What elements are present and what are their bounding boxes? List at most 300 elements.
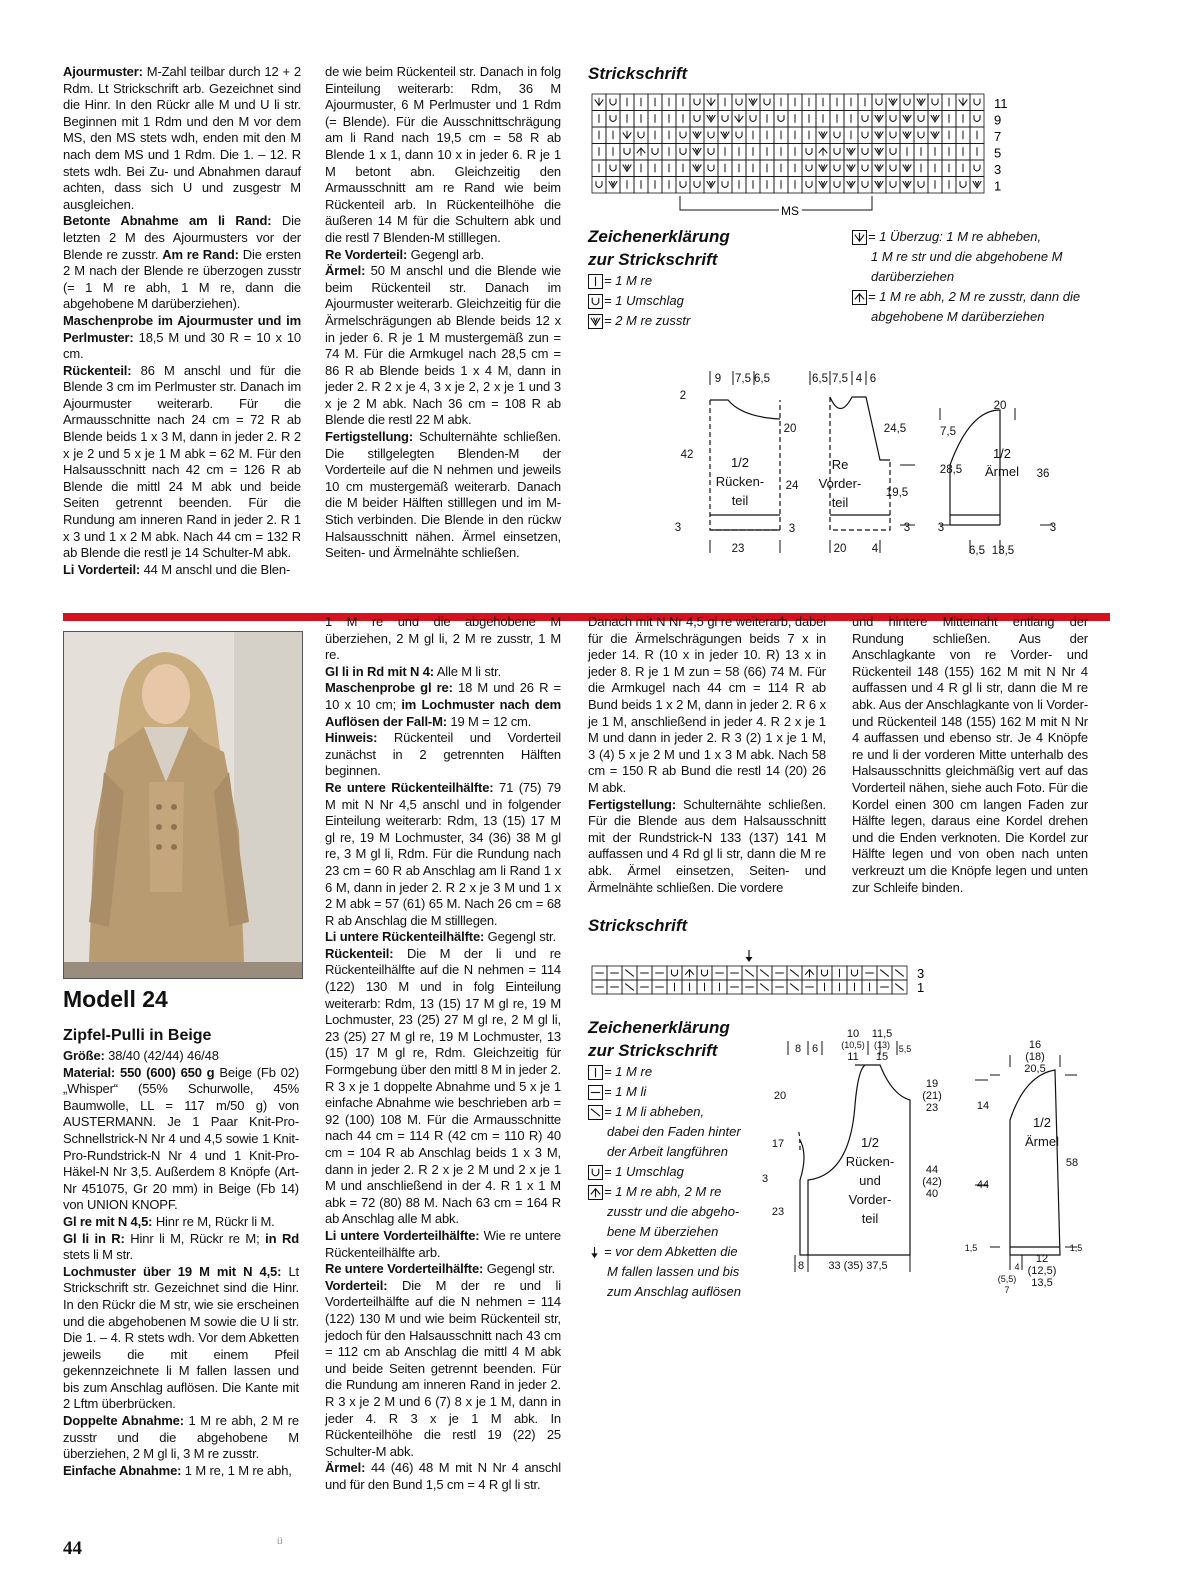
chart-cell [690, 94, 704, 111]
yarn-over-icon [806, 181, 812, 187]
dim: 17 [771, 1138, 785, 1150]
paragraph [63, 313, 301, 363]
paragraph [325, 1460, 561, 1493]
paragraph-heading: Fertigstellung: [325, 429, 414, 445]
legend-text: = vor dem Abketten die [604, 1244, 738, 1259]
chart-row-number: 5 [994, 145, 1002, 161]
legend-text: darüberziehen [871, 269, 955, 284]
dim: 6,5 [812, 373, 828, 385]
paragraph-text: 19 M = 12 cm. [446, 713, 532, 729]
chart-row-number: 3 [917, 966, 925, 981]
repeat-bracket [680, 196, 872, 210]
chart-cell [858, 177, 872, 194]
knitting-chart-top [590, 92, 1035, 217]
dim: 7,5 [940, 426, 956, 438]
paragraph-text: Danach mit N Nr 4,5 gl re weiterarb, dabei für die Ärmelschrägungen beids 7 x in jeder 14. R (10 x in jeder 10. R) 13 x in jeder 8. R je 1 M zun = 58 (66) 74 M. Für die Armkugel nach 44 cm = 114 R ab Bund beids 1 x 2 M, dann in jeder 2. R 6 x je 1 M, anschließend in jeder 4. R 2 x je 1 M und dann in jeder 2. R 3 (2) 1 x je 1 M, 3 (4) 5 x je 2 M und 1 x 3 M abk. Nach 58 cm = 150 R ab Bund die restl 14 (20) 26 M abk. [588, 614, 826, 795]
yarn-over-icon [736, 132, 742, 138]
dim: 10 [846, 1028, 860, 1040]
k2tog-icon [903, 165, 912, 172]
legend-item [588, 1162, 768, 1182]
slip-icon [760, 984, 769, 991]
chart-cell [802, 177, 816, 194]
dim: 7,5 [832, 373, 848, 385]
k2tog-icon [609, 181, 618, 188]
paragraph-heading: Lochmuster über 19 M mit N 4,5: [63, 1263, 282, 1279]
paragraph-heading: Am re Rand: [162, 246, 239, 262]
dim: 6,5 [969, 545, 985, 557]
yarn-over-icon [834, 148, 840, 154]
chart-cell [858, 127, 872, 144]
yarn-over-icon [638, 132, 644, 138]
chart-cell [970, 94, 984, 111]
cdd-icon [637, 148, 646, 156]
schema-front-label: Vorder- [818, 476, 862, 491]
chart-row-number: 3 [994, 162, 1002, 177]
schema-body-label: 1/2 [860, 1135, 880, 1150]
yarn-over-icon [834, 181, 840, 187]
dim: 44 [976, 1179, 990, 1191]
legend-text: = 1 Umschlag [604, 293, 684, 308]
paragraph-text: 71 (75) 79 M mit N Nr 4,5 anschl und in folgender Einteilung weiterarb: Rdm, 13 (15) 17 M gl re, 19 M Lochmuster, 34 (36) 38 M gl re, 3 M gl li, Rdm. Für die Rundung nach 23 cm = 60 R ab Anschlag am li Rand 1 x 6 M, dann in jeder 2. R 2 x je 3 M und 1 x 2 M abk = 57 (61) 65 M. Nach 26 cm = 68 R ab Anschlag die M stilllegen. [325, 779, 561, 928]
k2tog-icon [721, 132, 730, 139]
dim: (10,5) [841, 1040, 865, 1050]
text-column-4-bottom [852, 614, 1088, 896]
slip-icon [895, 984, 904, 991]
yarn-over-icon [862, 148, 868, 154]
legend-top [588, 225, 838, 331]
schema-sleeve-label: Ärmel [1025, 1134, 1059, 1149]
schema-body-label: Rücken- [845, 1154, 895, 1169]
dim: (13) [873, 1040, 891, 1050]
dim: 19,5 [885, 487, 909, 499]
yarn-over-icon [876, 99, 882, 105]
dim: 13,5 [1031, 1277, 1053, 1289]
k2tog-icon [749, 99, 758, 106]
paragraph [325, 64, 561, 247]
yarn-over-icon [778, 115, 784, 121]
legend-text: = 1 M re abh, 2 M re [604, 1184, 722, 1199]
chart-cell [732, 94, 746, 111]
yarn-over-icon [694, 99, 700, 105]
yarn-over-icon [862, 165, 868, 171]
dim: 20 [773, 1090, 787, 1102]
paragraph [325, 664, 561, 681]
paragraph-heading: Rückenteil: [325, 945, 394, 961]
text-column-2-bottom [325, 614, 561, 1493]
paragraph-text: Die M der li und re Rückenteilhälfte auf die N nehmen = 114 (122) 130 M und in folg Einteilung weiterarb: Rdm, 13 (15) 17 M gl re, 19 M Lochmuster, 23 (25) 27 M gl re, 2 M gl li, 23 (25) 27 M gl re, 19 M Lochmuster, 13 (15) 17 M gl re, Rdm. Gleichzeitig für Formgebung über den mittl 8 M in jeder 2. R 3 x je 1 doppelte Abnahme und 5 x je 1 einfache Abnahme wie beschrieben arb = 92 (100) 108 M. Für die Armausschnitte nach 44 cm = 114 R (42 cm = 110 R) 40 cm = 104 R ab Anschlag beids 1 x 3 M, dann in jeder 2. R 2 x je 2 M und 2 x je 1 M und anschließend in der 4. R 1 x 1 M abk = 72 (80) 88 M. Nach 63 cm = 164 R ab Anschlag alle M abk. [325, 945, 561, 1227]
chart-cell [704, 144, 718, 161]
chart-cell [620, 144, 634, 161]
k2tog-icon [819, 165, 828, 172]
chart-cell [704, 160, 718, 177]
yarn-over-icon [918, 181, 924, 187]
dim: 7,5 [735, 373, 751, 385]
yarn-over-icon [890, 181, 896, 187]
legend-item [588, 1082, 768, 1102]
legend-top-title-1: Zeichenerklärung [588, 227, 730, 246]
k2tog-icon [623, 165, 632, 172]
yarn-over-icon [890, 115, 896, 121]
paragraph-text: 44 (46) 48 M mit N Nr 4 anschl und für den Bund 1,5 cm = 4 R gl li str. [325, 1460, 561, 1492]
k2tog-icon [693, 148, 702, 155]
dim: 24 [785, 480, 799, 492]
dim: 40 [925, 1188, 939, 1200]
dim: 12 [1035, 1253, 1049, 1265]
k2tog-icon [819, 132, 828, 139]
text-column-2-top [325, 64, 561, 562]
legend-text: = 2 M re zusstr [604, 313, 691, 328]
yarn-over-icon [680, 181, 686, 187]
legend-text: = 1 M li [604, 1084, 647, 1099]
yarn-over-icon [918, 115, 924, 121]
chart-cell [900, 94, 914, 111]
chart-cell [676, 127, 690, 144]
k2tog-icon [819, 181, 828, 188]
yarn-over-icon [862, 115, 868, 121]
paragraph-text: Beige (Fb 02) „Whisper“ (55% Schurwolle, 45% Baumwolle, LL = 117 m/50 g) von AUSTERMANN. Je 1 Paar Knit-Pro-Schnellstrick-N Nr 4 und 4,5 sowie 1 Knit-Pro-Rundstrick-N Nr 4 und 1 Knit-Pro-Häkel-N Nr 3,5. Außerdem 8 Knöpfe (Art-Nr 451075, Gr 20 mm) in Beige (Fb 14) von UNION KNOPF. [63, 1064, 299, 1213]
chart-row-number: 1 [994, 178, 1002, 194]
k2tog-icon [588, 314, 603, 329]
dim: 4 [1014, 1262, 1020, 1272]
yarn-over-icon [862, 132, 868, 138]
k2tog-icon [847, 148, 856, 155]
paragraph-text: Gegengl str. [484, 929, 556, 945]
paragraph-heading: Gl li in Rd mit N 4: [325, 663, 434, 679]
cdd-icon [588, 1185, 603, 1200]
dim: 13,5 [991, 545, 1015, 557]
dim: 8 [794, 1043, 802, 1055]
knitting-chart-bottom [590, 946, 940, 1000]
k2tog-icon [875, 181, 884, 188]
paragraph-text: 38/40 (42/44) 46/48 [104, 1048, 219, 1063]
paragraph [63, 1231, 299, 1264]
legend-item [588, 1242, 768, 1302]
paragraph-text: Hinr re M, Rückr li M. [152, 1213, 275, 1229]
paragraph-text: Die M der re und li Vorderteilhälfte auf die N nehmen = 114 (122) 130 M und wie beim Rückenteil str, jedoch für den Halsausschnitt nach 43 cm = 112 cm ab Anschlag die mittl 4 M abk und beide Seiten getrennt beenden. Für die Rundung am inneren Rand in jeder 2. R 3 x je 2 M und 6 (7) 8 x je 1 M, dann in jeder 4. R 3 x je 1 M abk. In Rückenteilhöhe die restl 19 (22) 25 Schulter-M abk. [325, 1277, 561, 1459]
legend-text: = 1 M re abh, 2 M re zusstr, dann die [868, 289, 1081, 304]
legend-text: = 1 M re [604, 1064, 653, 1079]
paragraph-text: Gegengl arb. [407, 246, 485, 262]
slip-icon [760, 970, 769, 977]
chart-title-bottom: Strickschrift [588, 916, 688, 935]
k2tog-icon [903, 115, 912, 122]
paragraph-heading: Ajourmuster: [63, 64, 143, 79]
paragraph [852, 614, 1088, 896]
dim: 2 [679, 390, 687, 402]
paragraph-heading: im Lochmuster nach dem Auflösen der Fall-M: [325, 696, 561, 729]
k2tog-icon [693, 132, 702, 139]
paragraph [588, 614, 826, 797]
yarn-over-icon [834, 165, 840, 171]
chart-cell [676, 177, 690, 194]
legend-item [588, 291, 838, 311]
dim: 23 [771, 1206, 785, 1218]
dim: 3 [903, 522, 911, 534]
paragraph-heading: Betonte Abnahme am li Rand: [63, 213, 272, 229]
paragraph-text: und hintere Mittelnaht entlang der Rundung schließen. Aus der Anschlagkante von re Vorder- und Rückenteil 148 (155) 162 M mit N Nr 4 auffassen und 4 R gl li str, dann die M re abk. Aus der Anschlagkante von li Vorder- und Rückenteil 148 (155) 162 M mit N Nr 4 auffassen und ebenso str. Je 4 Knöpfe re und li der vorderen Mitte unterhalb des Halsausschnitts gleichmäßig vert auf das Vorderteil nähen, siehe auch Foto. Für die Kordel einen 300 cm langen Faden zur Hälfte legen, daraus eine Kordel drehen und die Enden verknoten. Die Kordel zur Hälfte legen und von oben nach unten verkreuzt um die Knöpfe legen und unten zur Schleife binden. [852, 614, 1088, 895]
dim: 3 [761, 1173, 769, 1185]
k2tog-icon [707, 181, 716, 188]
dim: 42 [680, 449, 694, 461]
yarn-over-icon [974, 115, 980, 121]
chart-cell [648, 144, 662, 161]
k2tog-icon [875, 148, 884, 155]
paragraph-text: stets li M str. [63, 1247, 133, 1263]
paragraph [63, 64, 301, 213]
yarn-over-icon [974, 165, 980, 171]
dim: 20 [993, 400, 1007, 412]
schema-body-label: und [859, 1173, 881, 1188]
paragraph-heading: Li untere Rückenteilhälfte: [325, 929, 485, 945]
dim: (12,5) [1027, 1265, 1057, 1277]
legend-text: der Arbeit langführen [607, 1144, 728, 1159]
slip-icon [745, 970, 754, 977]
skp-icon [852, 230, 867, 245]
k2tog-icon [875, 115, 884, 122]
k2tog-icon [875, 132, 884, 139]
yarn-over-icon [932, 99, 938, 105]
yarn-over-icon [708, 148, 714, 154]
paragraph-heading: Doppelte Abnahme: [63, 1413, 184, 1429]
page-mark: ü [277, 1536, 283, 1547]
yarn-over-icon [960, 181, 966, 187]
paragraph [63, 1214, 299, 1231]
chart-cell [817, 966, 832, 980]
legend-text: bene M überziehen [607, 1224, 719, 1239]
chart-cell [606, 94, 620, 111]
model-photo [63, 631, 303, 979]
paragraph [325, 247, 561, 264]
chart-cell [592, 177, 606, 194]
paragraph-heading: Li untere Vorderteilhälfte: [325, 1227, 480, 1243]
chart-cell [872, 94, 886, 111]
chart-cell [690, 177, 704, 194]
page-number: 44 [63, 1538, 82, 1559]
chart-cell [970, 160, 984, 177]
model-number: Modell 24 [63, 986, 168, 1012]
legend-item [852, 227, 1112, 287]
k2tog-icon [847, 165, 856, 172]
legend-text: = 1 M re [604, 273, 653, 288]
dim: 6 [811, 1043, 819, 1055]
legend-text: abgehobene M darüberziehen [871, 309, 1045, 324]
paragraph-text: de wie beim Rückenteil str. Danach in folg Einteilung weiterarb: Rdm, 36 M Ajourmuster, 6 M Perlmuster und 1 Rdm (= Blende). Für die Ausschnittschrägung am li Rand nach 19,5 cm = 58 R ab Blende 1 x 1, dann 10 x in jeder 6. R je 1 M betont abn. Gleichzeitig den Armausschnitt am re Rand wie beim Rückenteil arb. In Rückenteilhöhe die äußeren 14 M für die Schultern abk und die restl 7 Blenden-M stilllegen. [325, 64, 561, 245]
paragraph [63, 1065, 299, 1214]
chart-cell [858, 160, 872, 177]
slip-icon [790, 970, 799, 977]
dim: 36 [1036, 468, 1050, 480]
dim: 20 [783, 423, 797, 435]
yarn-over-icon [890, 165, 896, 171]
purl-icon [588, 1085, 603, 1100]
text-column-1-top [63, 64, 301, 578]
legend-top-right [852, 227, 1112, 327]
chart-cell [886, 111, 900, 128]
chart-cell [690, 111, 704, 128]
dim: 28,5 [939, 464, 963, 476]
paragraph-heading: Re Vorderteil: [325, 246, 408, 262]
yarn-over-icon [722, 115, 728, 121]
paragraph-heading: Maschenprobe gl re: [325, 680, 453, 696]
yarn-over-icon [610, 99, 616, 105]
k2tog-icon [903, 132, 912, 139]
yarn-over-icon [672, 970, 678, 976]
dim: 6 [869, 373, 877, 385]
paragraph-heading: Rückenteil: [63, 362, 132, 378]
dim: 20 [833, 543, 847, 555]
chart-cell [970, 111, 984, 128]
dim: 4 [871, 543, 879, 555]
schema-sleeve-label: Ärmel [985, 464, 1019, 479]
legend-text: 1 M re str und die abgehobene M [871, 249, 1063, 264]
paragraph-heading: Gl li in R: [63, 1230, 125, 1246]
paragraph-heading: Ärmel: [325, 263, 366, 279]
dim: 14 [976, 1100, 990, 1112]
legend-text: = 1 Überzug: 1 M re abheben, [868, 229, 1042, 244]
chart-cell [830, 144, 844, 161]
chart-cell [928, 94, 942, 111]
paragraph-text: 18 M und 26 R = 10 x 10 cm; [325, 680, 561, 712]
paragraph [325, 429, 561, 562]
text-column-3-bottom [588, 614, 826, 896]
k2tog-icon [889, 99, 898, 106]
schema-back-label: 1/2 [730, 455, 750, 470]
schematic-top [670, 365, 1110, 565]
paragraph-heading: Hinweis: [325, 730, 378, 746]
chart-cell [847, 966, 862, 980]
paragraph-heading: Ärmel: [325, 1460, 366, 1476]
k2tog-icon [693, 165, 702, 172]
dim: (42) [922, 1176, 942, 1188]
paragraph-text: Lt Strickschrift str. Gezeichnet sind die Hinr. In den Rückr die M str, wie sie erscheinen und die abgehobenen M sowie die U li str. Die 1. – 4. R stets wdh. Vor dem Abketten jeweils die mit einem Pfeil gekennzeichnete li M fallen lassen und bis zum Anschlag auflösen. Die Kante mit 2 Lftm überbrücken. [63, 1263, 299, 1412]
chart-row-number: 9 [994, 112, 1002, 128]
legend-item [588, 1182, 768, 1242]
legend-text: zum Anschlag auflösen [607, 1284, 741, 1299]
yarn-over-icon [610, 115, 616, 121]
chart-row-number: 1 [917, 980, 925, 995]
legend-top-title-2: zur Strickschrift [588, 250, 718, 269]
dim: 33 (35) 37,5 [828, 1260, 888, 1272]
yarn-over-icon [974, 99, 980, 105]
yarn-over-icon [680, 148, 686, 154]
chart-cell [886, 144, 900, 161]
paragraph-heading: Material: 550 (600) 650 g [63, 1064, 215, 1080]
dim: 1,5 [964, 1243, 978, 1253]
paragraph [325, 730, 561, 780]
dim: 7 [1004, 1285, 1010, 1295]
legend-item [852, 287, 1112, 327]
slip-icon [895, 970, 904, 977]
chart-cell [956, 177, 970, 194]
repeat-label: MS [781, 204, 799, 217]
paragraph-heading: Gl re mit N 4,5: [63, 1213, 153, 1229]
paragraph [63, 363, 301, 562]
k2tog-icon [707, 115, 716, 122]
yarn-over-icon [904, 99, 910, 105]
chart-cell [830, 177, 844, 194]
paragraph [325, 614, 561, 664]
dim: 8 [797, 1260, 805, 1272]
yarn-over-icon [822, 970, 828, 976]
chart-row-number: 11 [994, 96, 1008, 111]
paragraph [325, 680, 561, 730]
knit-right-icon [588, 274, 603, 289]
legend-text: = 1 M li abheben, [604, 1104, 705, 1119]
k2tog-icon [903, 181, 912, 188]
chart-cell [718, 111, 732, 128]
paragraph [63, 1264, 299, 1413]
paragraph-text: Hinr li M, Rückr re M; [124, 1230, 266, 1246]
paragraph-text: 1 M re, 1 M re abh, [181, 1462, 292, 1478]
yarn-over-icon [750, 115, 756, 121]
k2tog-icon [973, 181, 982, 188]
yarn-over-icon [588, 1165, 603, 1180]
cdd-icon [685, 970, 694, 978]
paragraph [325, 1228, 561, 1261]
schema-sleeve-label: 1/2 [1032, 1115, 1052, 1130]
chart-cell [802, 160, 816, 177]
chart-cell [697, 966, 712, 980]
skp-icon [623, 131, 632, 139]
paragraph-heading: Größe: [63, 1048, 105, 1063]
dim: 3 [1049, 522, 1057, 534]
dim: 3 [937, 522, 945, 534]
paragraph-text: 50 M anschl und die Blende wie beim Rückenteil str. Danach im Ajourmuster weiterarb. Gleichzeitig für die Ärmelschrägungen ab Blende beids 12 x in jeder 6. R je 1 M mustergemäß zun = 74 M. Für die Armkugel nach 28,5 cm = 86 R ab Blende beids 1 x 4 M, dann in jeder 2. R 2 x je 4, 3 x je 2, 2 x je 1 und 3 x je 2 M abk. Nach 36 cm = 108 R ab Blende die restl 22 M abk. [325, 263, 561, 428]
paragraph-heading: in Rd [265, 1230, 299, 1246]
yarn-over-icon [764, 99, 770, 105]
legend-item [588, 311, 838, 331]
paragraph-text: 1 M re abh, 2 M re zusstr und die abgehobene M überziehen, 2 M gl li, 3 M re zusstr. [63, 1413, 299, 1462]
chart-cell [774, 111, 788, 128]
paragraph [63, 1048, 299, 1065]
schema-body-label: Vorder- [848, 1192, 892, 1207]
yarn-over-icon [694, 115, 700, 121]
drop-arrow-icon [588, 1246, 603, 1261]
yarn-over-icon [722, 181, 728, 187]
drop-arrow-icon [746, 950, 753, 962]
paragraph [325, 946, 561, 1228]
dim: 9 [714, 373, 722, 385]
paragraph [63, 213, 301, 313]
chart-cell [914, 127, 928, 144]
chart-cell [606, 111, 620, 128]
yarn-over-icon [736, 99, 742, 105]
chart-cell [914, 177, 928, 194]
paragraph-text: 1 M re und die abgehobene M überziehen, 2 M gl li, 2 M re zusstr, 1 M re. [325, 614, 561, 663]
paragraph-text: 44 M anschl und die Blen- [140, 561, 291, 577]
yarn-over-icon [890, 148, 896, 154]
chart-cell [886, 177, 900, 194]
paragraph [325, 263, 561, 429]
yarn-over-icon [708, 132, 714, 138]
legend-text: zusstr und die abgeho- [607, 1204, 740, 1219]
legend-text: dabei den Faden hinter [607, 1124, 741, 1139]
dim: 19 [925, 1078, 939, 1090]
paragraph-text: Wie re untere Rückenteilhälfte arb. [325, 1227, 561, 1260]
schema-sleeve-label: 1/2 [992, 446, 1012, 461]
dim: 44 [925, 1164, 939, 1176]
schematic-bottom [760, 1025, 1105, 1300]
paragraph [588, 797, 826, 897]
yarn-over-icon [806, 148, 812, 154]
paragraph-heading: Re untere Rückenteilhälfte: [325, 779, 494, 795]
dim: 5,5 [898, 1044, 912, 1054]
legend-item [588, 1062, 768, 1082]
yarn-over-icon [852, 970, 858, 976]
k2tog-icon [931, 115, 940, 122]
paragraph-text: Schulternähte schließen. Die stillgelegten Blenden-M der Vorderteile auf die N nehmen und jeweils 10 cm mustergemäß weiterarb. Danach die M beider Hälften stilllegen und im M-Stich verbinden. Die Blende in den rückw Halsausschnitt nähen. Ärmel einsetzen, Seiten- und Ärmelnähte schließen. [325, 429, 561, 561]
chart-cell [718, 177, 732, 194]
